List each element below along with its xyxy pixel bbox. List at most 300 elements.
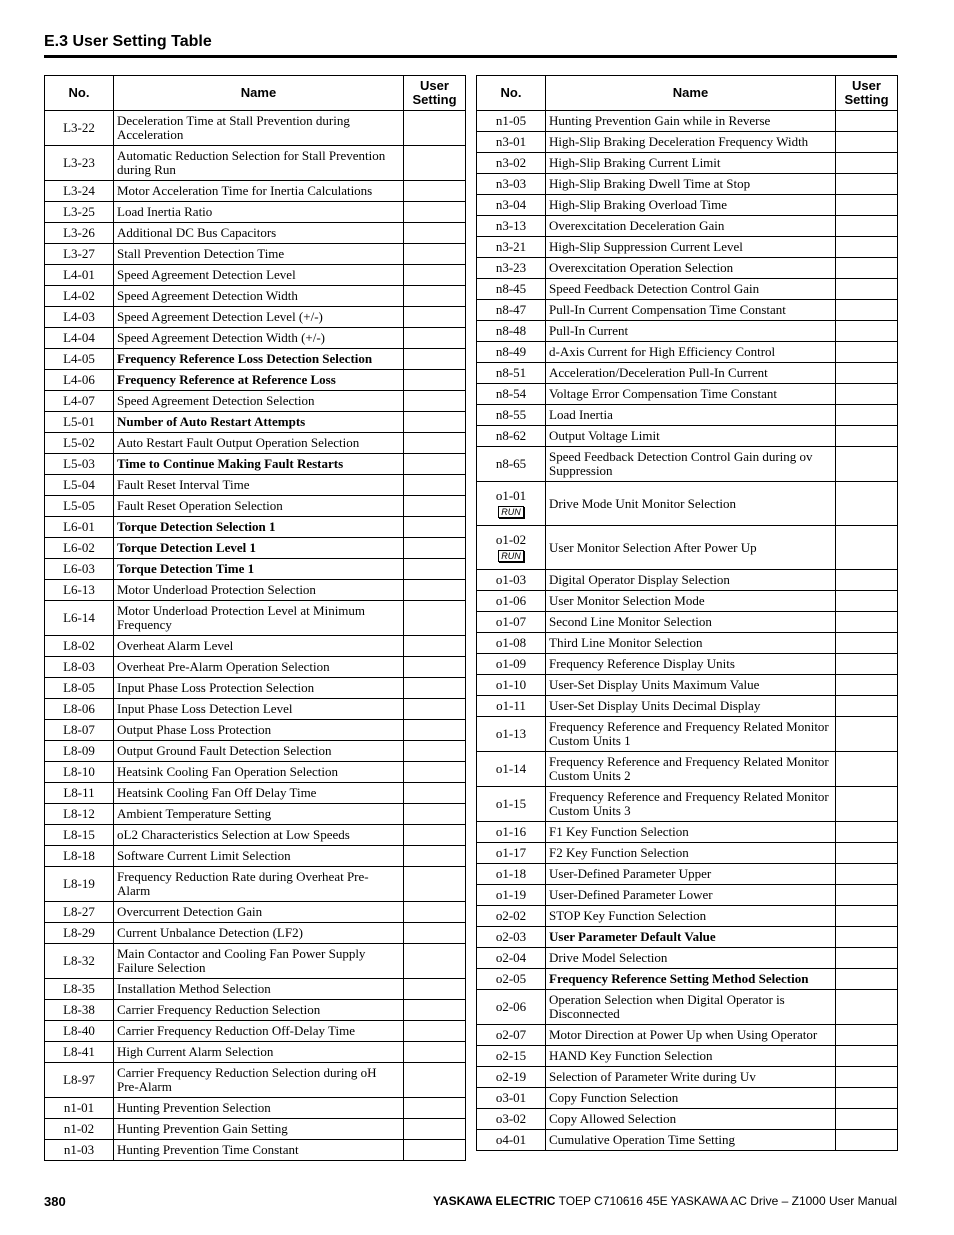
user-setting-cell[interactable] [404, 1098, 466, 1119]
parameter-number: o1-09 [495, 656, 527, 671]
parameter-number-cell [477, 195, 546, 216]
parameter-number: L8-05 [63, 680, 95, 695]
parameter-name: Input Phase Loss Protection Selection [114, 678, 404, 699]
user-setting-cell[interactable] [836, 591, 898, 612]
parameter-number: L4-06 [63, 372, 95, 387]
table-row [45, 370, 466, 391]
parameter-number-cell [477, 447, 546, 482]
table-row [45, 244, 466, 265]
user-setting-cell[interactable] [836, 426, 898, 447]
parameter-name: Motor Underload Protection Level at Minimum Frequency [114, 601, 404, 636]
parameter-number: L8-11 [63, 785, 95, 800]
parameter-number: L3-23 [63, 155, 95, 170]
table-row [45, 657, 466, 678]
parameter-number-cell [45, 265, 114, 286]
user-setting-cell[interactable] [836, 822, 898, 843]
parameter-name: Pull-In Current [546, 321, 836, 342]
table-row [477, 258, 898, 279]
section-title: E.3 User Setting Table [44, 33, 212, 50]
user-setting-cell[interactable] [404, 328, 466, 349]
parameter-number-cell [45, 979, 114, 1000]
user-setting-cell[interactable] [404, 678, 466, 699]
parameter-number-cell [45, 783, 114, 804]
table-row [45, 286, 466, 307]
table-row [477, 633, 898, 654]
parameter-name: Copy Function Selection [546, 1088, 836, 1109]
table-row [477, 654, 898, 675]
table-row [477, 696, 898, 717]
parameter-number-cell [45, 1119, 114, 1140]
table-header-row [477, 76, 898, 111]
user-setting-cell[interactable] [404, 286, 466, 307]
parameter-number: o3-01 [495, 1090, 527, 1105]
parameter-name: Heatsink Cooling Fan Operation Selection [114, 762, 404, 783]
user-setting-cell[interactable] [836, 132, 898, 153]
parameter-name: Voltage Error Compensation Time Constant [546, 384, 836, 405]
parameter-number-cell [477, 906, 546, 927]
parameter-number: o2-19 [495, 1069, 527, 1084]
parameter-name: Output Voltage Limit [546, 426, 836, 447]
parameter-name: Cumulative Operation Time Setting [546, 1130, 836, 1151]
user-setting-cell[interactable] [404, 720, 466, 741]
user-setting-cell[interactable] [836, 153, 898, 174]
table-row [45, 202, 466, 223]
user-setting-cell[interactable] [404, 1119, 466, 1140]
user-setting-cell[interactable] [836, 195, 898, 216]
table-row [477, 591, 898, 612]
parameter-number: n3-03 [495, 176, 527, 191]
parameter-number: L5-05 [63, 498, 95, 513]
parameter-name: User Monitor Selection Mode [546, 591, 836, 612]
parameter-name: Load Inertia Ratio [114, 202, 404, 223]
table-row [45, 496, 466, 517]
table-row [477, 752, 898, 787]
user-setting-cell[interactable] [836, 787, 898, 822]
parameter-name: Selection of Parameter Write during Uv [546, 1067, 836, 1088]
column-header-name: Name [114, 76, 404, 111]
table-row [477, 675, 898, 696]
table-row [45, 762, 466, 783]
parameter-name: Speed Agreement Detection Selection [114, 391, 404, 412]
table-row [45, 517, 466, 538]
user-setting-cell[interactable] [404, 1140, 466, 1161]
parameter-number-cell [45, 902, 114, 923]
footer-doc-info [433, 1194, 897, 1208]
parameter-number: L3-26 [63, 225, 95, 240]
table-row [45, 636, 466, 657]
table-row [477, 405, 898, 426]
user-setting-cell[interactable] [404, 1063, 466, 1098]
parameter-number-cell [45, 517, 114, 538]
user-setting-cell[interactable] [404, 559, 466, 580]
table-row [45, 328, 466, 349]
user-setting-cell[interactable] [404, 923, 466, 944]
user-setting-cell[interactable] [404, 699, 466, 720]
parameter-number: L3-24 [63, 183, 95, 198]
user-setting-cell[interactable] [404, 538, 466, 559]
parameter-number-cell [477, 1088, 546, 1109]
parameter-number-cell [45, 370, 114, 391]
user-setting-cell[interactable] [404, 202, 466, 223]
page-number: 380 [44, 1194, 66, 1209]
parameter-number-cell [45, 202, 114, 223]
parameter-number-cell [477, 717, 546, 752]
parameter-number: n3-04 [495, 197, 527, 212]
user-setting-cell[interactable] [836, 1088, 898, 1109]
table-row [477, 885, 898, 906]
parameter-name: Motor Acceleration Time for Inertia Calculations [114, 181, 404, 202]
parameter-number-cell [477, 526, 546, 570]
table-row [45, 538, 466, 559]
parameter-name: Number of Auto Restart Attempts [114, 412, 404, 433]
user-setting-cell[interactable] [404, 979, 466, 1000]
parameter-number-cell [477, 570, 546, 591]
table-row [45, 433, 466, 454]
user-setting-cell[interactable] [404, 741, 466, 762]
parameter-number-cell [477, 1109, 546, 1130]
footer-manual-title: TOEP C710616 45E YASKAWA AC Drive – Z1000 User Manual [555, 1194, 897, 1208]
user-setting-cell[interactable] [404, 944, 466, 979]
parameter-name: Automatic Reduction Selection for Stall Prevention during Run [114, 146, 404, 181]
parameter-name: Ambient Temperature Setting [114, 804, 404, 825]
table-row [45, 1119, 466, 1140]
table-row [45, 111, 466, 146]
user-setting-cell[interactable] [836, 384, 898, 405]
user-setting-cell[interactable] [404, 517, 466, 538]
parameter-number-cell [45, 867, 114, 902]
user-setting-cell[interactable] [836, 696, 898, 717]
user-setting-cell[interactable] [836, 321, 898, 342]
parameter-number: L3-27 [63, 246, 95, 261]
user-setting-cell[interactable] [836, 906, 898, 927]
user-setting-cell[interactable] [404, 1021, 466, 1042]
parameter-number-cell [45, 657, 114, 678]
user-setting-cell[interactable] [836, 342, 898, 363]
parameter-name: Third Line Monitor Selection [546, 633, 836, 654]
user-setting-cell[interactable] [836, 447, 898, 482]
parameter-name: STOP Key Function Selection [546, 906, 836, 927]
parameter-number-cell [477, 216, 546, 237]
parameter-number-cell [45, 1000, 114, 1021]
parameter-number: n1-02 [63, 1121, 95, 1136]
user-setting-cell[interactable] [404, 601, 466, 636]
table-row [477, 1130, 898, 1151]
parameter-number: n8-49 [495, 344, 527, 359]
parameter-name: Fault Reset Interval Time [114, 475, 404, 496]
user-setting-cell[interactable] [836, 752, 898, 787]
parameter-number: L6-01 [63, 519, 95, 534]
table-row [477, 864, 898, 885]
table-row [477, 384, 898, 405]
parameter-name: Speed Feedback Detection Control Gain during ov Suppression [546, 447, 836, 482]
table-row [477, 927, 898, 948]
table-body-right [477, 111, 898, 1151]
parameter-number: n1-01 [63, 1100, 95, 1115]
parameter-number-cell [477, 342, 546, 363]
user-setting-cell[interactable] [836, 717, 898, 752]
user-setting-cell[interactable] [404, 111, 466, 146]
parameter-number: L8-07 [63, 722, 95, 737]
table-row [477, 426, 898, 447]
user-setting-cell[interactable] [836, 174, 898, 195]
parameter-name: High Current Alarm Selection [114, 1042, 404, 1063]
parameter-number: o1-19 [495, 887, 527, 902]
parameter-name: F1 Key Function Selection [546, 822, 836, 843]
user-setting-cell[interactable] [404, 846, 466, 867]
user-setting-cell[interactable] [836, 927, 898, 948]
parameter-number: L8-27 [63, 904, 95, 919]
parameter-number-cell [477, 696, 546, 717]
parameter-name: Speed Agreement Detection Level (+/-) [114, 307, 404, 328]
parameter-number: L5-01 [63, 414, 95, 429]
table-row [45, 349, 466, 370]
parameter-number: L8-32 [63, 953, 95, 968]
table-row [45, 454, 466, 475]
table-row [477, 717, 898, 752]
parameter-number: o1-10 [495, 677, 527, 692]
user-setting-cell[interactable] [836, 216, 898, 237]
table-row [477, 526, 898, 570]
parameter-number-cell [477, 633, 546, 654]
table-row [45, 601, 466, 636]
user-setting-cell[interactable] [836, 969, 898, 990]
parameter-number: L6-03 [63, 561, 95, 576]
user-setting-cell[interactable] [404, 307, 466, 328]
column-header-user-setting: User Setting [404, 76, 466, 111]
parameter-number-cell [45, 636, 114, 657]
parameter-number-cell [45, 944, 114, 979]
user-setting-cell[interactable] [836, 675, 898, 696]
user-setting-cell[interactable] [836, 864, 898, 885]
parameter-name: User-Defined Parameter Upper [546, 864, 836, 885]
table-row [477, 948, 898, 969]
parameter-name: Frequency Reference Setting Method Selection [546, 969, 836, 990]
parameter-number: o1-17 [495, 845, 527, 860]
user-setting-cell[interactable] [836, 633, 898, 654]
user-setting-table-left [44, 75, 466, 1161]
table-row [477, 906, 898, 927]
parameter-name: User Monitor Selection After Power Up [546, 526, 836, 570]
table-row [45, 412, 466, 433]
parameter-number: o3-02 [495, 1111, 527, 1126]
user-setting-cell[interactable] [836, 1067, 898, 1088]
parameter-number-cell [477, 153, 546, 174]
user-setting-cell[interactable] [404, 349, 466, 370]
user-setting-cell[interactable] [404, 244, 466, 265]
table-row [45, 391, 466, 412]
parameter-name: Input Phase Loss Detection Level [114, 699, 404, 720]
footer-brand: YASKAWA ELECTRIC [433, 1194, 556, 1208]
user-setting-cell[interactable] [836, 279, 898, 300]
parameter-name: Installation Method Selection [114, 979, 404, 1000]
parameter-name: Carrier Frequency Reduction Off-Delay Time [114, 1021, 404, 1042]
table-row [477, 174, 898, 195]
parameter-number-cell [45, 762, 114, 783]
parameter-number-cell [477, 363, 546, 384]
user-setting-cell[interactable] [404, 412, 466, 433]
user-setting-cell[interactable] [404, 265, 466, 286]
user-setting-cell[interactable] [836, 258, 898, 279]
user-setting-cell[interactable] [836, 482, 898, 526]
parameter-number-cell [45, 825, 114, 846]
user-setting-cell[interactable] [404, 475, 466, 496]
user-setting-cell[interactable] [836, 111, 898, 132]
parameter-number: o1-15 [495, 796, 527, 811]
parameter-number: L8-18 [63, 848, 95, 863]
table-row [477, 1025, 898, 1046]
table-row [477, 1109, 898, 1130]
user-setting-cell[interactable] [404, 496, 466, 517]
parameter-number: L8-38 [63, 1002, 95, 1017]
parameter-number: L4-02 [63, 288, 95, 303]
parameter-number-cell [45, 223, 114, 244]
run-badge-icon: RUN [498, 550, 524, 562]
user-setting-cell[interactable] [836, 948, 898, 969]
user-setting-cell[interactable] [404, 146, 466, 181]
parameter-number: L6-02 [63, 540, 95, 555]
parameter-name: Hunting Prevention Time Constant [114, 1140, 404, 1161]
user-setting-cell[interactable] [404, 391, 466, 412]
parameter-number-cell [477, 384, 546, 405]
parameter-number: o1-01 [495, 488, 527, 503]
parameter-name: Torque Detection Level 1 [114, 538, 404, 559]
user-setting-cell[interactable] [836, 300, 898, 321]
user-setting-cell[interactable] [404, 762, 466, 783]
parameter-number-cell [45, 433, 114, 454]
parameter-number-cell [477, 132, 546, 153]
parameter-number-cell [477, 279, 546, 300]
run-badge-icon: RUN [498, 506, 524, 518]
user-setting-cell[interactable] [836, 654, 898, 675]
table-row [477, 1067, 898, 1088]
user-setting-cell[interactable] [404, 825, 466, 846]
parameter-number-cell [45, 580, 114, 601]
parameter-number-cell [45, 720, 114, 741]
user-setting-cell[interactable] [836, 990, 898, 1025]
parameter-number: n8-62 [495, 428, 527, 443]
user-setting-cell[interactable] [404, 433, 466, 454]
user-setting-cell[interactable] [404, 902, 466, 923]
parameter-name: Speed Feedback Detection Control Gain [546, 279, 836, 300]
parameter-name: Frequency Reference Display Units [546, 654, 836, 675]
table-row [45, 867, 466, 902]
parameter-number: n1-03 [63, 1142, 95, 1157]
user-setting-cell[interactable] [836, 843, 898, 864]
parameter-number: L8-06 [63, 701, 95, 716]
parameter-name: Carrier Frequency Reduction Selection during oH Pre-Alarm [114, 1063, 404, 1098]
parameter-name: Speed Agreement Detection Level [114, 265, 404, 286]
user-setting-cell[interactable] [404, 636, 466, 657]
parameter-number: o1-18 [495, 866, 527, 881]
user-setting-cell[interactable] [404, 454, 466, 475]
user-setting-cell[interactable] [836, 570, 898, 591]
table-row [477, 279, 898, 300]
parameter-name: Drive Mode Unit Monitor Selection [546, 482, 836, 526]
parameter-number-cell [45, 412, 114, 433]
parameter-number: o1-16 [495, 824, 527, 839]
user-setting-cell[interactable] [836, 526, 898, 570]
parameter-number: L8-40 [63, 1023, 95, 1038]
parameter-number: o1-11 [496, 698, 526, 713]
parameter-number: n8-65 [495, 456, 527, 471]
user-setting-cell[interactable] [836, 1109, 898, 1130]
user-setting-cell[interactable] [836, 1046, 898, 1067]
parameter-name: HAND Key Function Selection [546, 1046, 836, 1067]
parameter-name: Frequency Reference at Reference Loss [114, 370, 404, 391]
table-row [45, 265, 466, 286]
parameter-name: Fault Reset Operation Selection [114, 496, 404, 517]
parameter-number-cell [45, 1063, 114, 1098]
parameter-number: L4-03 [63, 309, 95, 324]
user-setting-cell[interactable] [836, 885, 898, 906]
table-row [477, 969, 898, 990]
parameter-number-cell [477, 885, 546, 906]
user-setting-cell[interactable] [836, 1025, 898, 1046]
user-setting-cell[interactable] [836, 363, 898, 384]
user-setting-cell[interactable] [836, 405, 898, 426]
user-setting-cell[interactable] [404, 657, 466, 678]
parameter-number: o2-02 [495, 908, 527, 923]
parameter-number-cell [45, 286, 114, 307]
user-setting-cell[interactable] [836, 237, 898, 258]
parameter-number-cell [477, 174, 546, 195]
parameter-name: Software Current Limit Selection [114, 846, 404, 867]
parameter-number: L3-22 [63, 120, 95, 135]
parameter-number-cell [477, 258, 546, 279]
user-setting-cell[interactable] [404, 1042, 466, 1063]
parameter-number: n8-55 [495, 407, 527, 422]
parameter-number: o2-03 [495, 929, 527, 944]
user-setting-cell[interactable] [404, 804, 466, 825]
parameter-name: Additional DC Bus Capacitors [114, 223, 404, 244]
user-setting-cell[interactable] [404, 370, 466, 391]
parameter-number: n3-21 [495, 239, 527, 254]
user-setting-cell[interactable] [404, 223, 466, 244]
user-setting-cell[interactable] [836, 612, 898, 633]
user-setting-cell[interactable] [836, 1130, 898, 1151]
parameter-number: n3-23 [495, 260, 527, 275]
parameter-number-cell [45, 678, 114, 699]
parameter-number: L6-13 [63, 582, 95, 597]
user-setting-cell[interactable] [404, 783, 466, 804]
user-setting-cell[interactable] [404, 580, 466, 601]
parameter-name: Current Unbalance Detection (LF2) [114, 923, 404, 944]
table-row [477, 321, 898, 342]
parameter-number-cell [45, 111, 114, 146]
parameter-number: L8-02 [63, 638, 95, 653]
user-setting-cell[interactable] [404, 867, 466, 902]
parameter-name: Frequency Reference and Frequency Related Monitor Custom Units 3 [546, 787, 836, 822]
user-setting-cell[interactable] [404, 181, 466, 202]
parameter-number: L5-02 [63, 435, 95, 450]
table-row [45, 1042, 466, 1063]
table-row [477, 843, 898, 864]
parameter-name: Hunting Prevention Gain while in Reverse [546, 111, 836, 132]
parameter-name: Load Inertia [546, 405, 836, 426]
parameter-number-cell [477, 612, 546, 633]
parameter-number: L8-12 [63, 806, 95, 821]
user-setting-cell[interactable] [404, 1000, 466, 1021]
parameter-number-cell [45, 328, 114, 349]
table-row [477, 153, 898, 174]
table-row [45, 902, 466, 923]
parameter-name: High-Slip Braking Dwell Time at Stop [546, 174, 836, 195]
parameter-number-cell [45, 601, 114, 636]
parameter-number: L5-03 [63, 456, 95, 471]
parameter-number-cell [477, 482, 546, 526]
parameter-number: n3-13 [495, 218, 527, 233]
parameter-name: Pull-In Current Compensation Time Constant [546, 300, 836, 321]
